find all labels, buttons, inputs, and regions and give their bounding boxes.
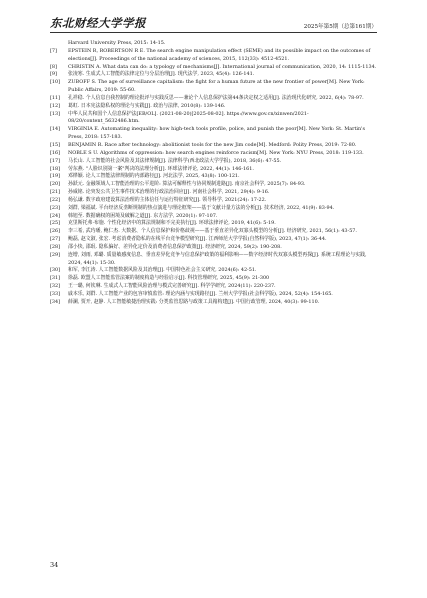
reference-list xyxy=(50,40,377,307)
reference-text: 徐磊. 欧盟人工智能监管法案的制度构造与经验启示[J]. 科技管理研究, 2025, 45(9): 21-300 xyxy=(68,275,270,282)
reference-text: 和军, 李江涛. 人工智能数据风险及其治理[J]. 中国特色社会主义研究, 2024(6): 42-51. xyxy=(68,267,257,274)
reference-number: [18] xyxy=(50,165,61,172)
reference-number: [21] xyxy=(50,189,61,196)
reference-continuation: Harvard University Press, 2015: 14-15. xyxy=(68,40,166,46)
reference-text: 韩旭至. 数据确权的困境及破解之道[J]. 东方法学, 2020(1): 97-107. xyxy=(68,212,218,219)
reference-text: 孙跃元. 金融领域人工智能治理的公平进阶: 算法可解释性与协同规制进路[J]. 南京社会科学, 2025(7): 84-93. xyxy=(68,181,306,188)
reference-text: VIRGINIA E. Automating inequality: how high-tech tools profile, police, and punish the poor[M]. New York: St. Martin's Press, 2018: 157-183. xyxy=(68,126,365,141)
reference-number: [28] xyxy=(50,243,61,250)
reference-number: [19] xyxy=(50,173,61,180)
reference-text: 刘群, 梁福斌. 平台经济反垄断规制的热点演进与理论框架——基于文献计量方法的分析[J]. 技术经济, 2022, 41(9): 83-94. xyxy=(68,204,335,211)
reference-item xyxy=(50,244,377,252)
reference-number: [22] xyxy=(50,196,61,203)
running-header xyxy=(50,14,377,33)
reference-text: 孙威铭. 论突发公共卫生事件技术治理的行政法治回应[J]. 河南社会科学, 2021, 29(4): 9-16. xyxy=(68,189,270,196)
reference-item xyxy=(50,275,377,283)
reference-text: BENJAMIN R. Race after technology: abolitionist tools for the new Jim code[M]. Medford: Polity Press, 2019: 72-80. xyxy=(68,141,357,148)
reference-item xyxy=(50,103,377,111)
reference-text: 中华人民共和国个人信息保护法[EB/OL]. (2021-08-20)[2025-08-02]. https://www.gov.cn/xinwen/2021-08/20/content_5632486.htm. xyxy=(68,110,309,125)
reference-item xyxy=(50,158,377,166)
issue-info: 2025年第5期（总第161期） xyxy=(303,24,377,30)
reference-text: ZUBOFF S. The age of surveillance capitalism: the fight for a human future at the new frontier of power[M]. New York: Public Affairs, 2019: 55-60. xyxy=(68,79,365,94)
reference-number: [32] xyxy=(50,283,61,290)
reference-item xyxy=(50,291,377,299)
reference-number: [7] xyxy=(50,47,57,54)
reference-item xyxy=(50,173,377,181)
reference-text: 邓桦颖. 论人工智能法律规制的内部路径[J]. 河北法学, 2025, 43(8): 100-121. xyxy=(68,173,240,180)
reference-number: [11] xyxy=(50,94,61,101)
reference-number: [27] xyxy=(50,236,61,243)
reference-item xyxy=(50,111,377,127)
reference-item xyxy=(50,299,377,307)
reference-item xyxy=(50,252,377,268)
reference-item xyxy=(50,283,377,291)
reference-text: 鲍磊, 赵文淑, 张宏. 考虑消费者隐私的在线平台竞争模型研究[J]. 江西师范大学学报(自然科学版), 2023, 47(1): 36-44. xyxy=(68,236,327,243)
journal-title: 东北财经大学学报 xyxy=(50,16,146,30)
reference-item xyxy=(50,126,377,142)
reference-text: 邵小快, 邵珉. 隐私偏好、差异化定价及消费者信息保护政策[J]. 经济研究, 2024, 59(2): 190-208. xyxy=(68,243,282,250)
reference-text: 杨弘谦. 数字政府建设算法治理的主体信任与运行特征研究[J]. 领导科学, 2021(24): 17-22. xyxy=(68,196,267,203)
reference-number: [10] xyxy=(50,79,61,86)
reference-number: [17] xyxy=(50,157,61,164)
reference-item xyxy=(50,236,377,244)
reference-number: [34] xyxy=(50,298,61,305)
reference-text: 马长山. 人工智能的社会风险及其法律规制[J]. 法律科学(西北政法大学学报), 2018, 36(6): 47-55. xyxy=(68,157,282,164)
reference-number: [29] xyxy=(50,251,61,258)
reference-item xyxy=(50,181,377,189)
reference-text: 克里斯托弗·布施. 个性化经济中的算法规制和不完美执行[J]. 环球法律评论, 2019, 41(6): 5-19. xyxy=(68,220,276,227)
reference-item xyxy=(50,228,377,236)
reference-number: [33] xyxy=(50,291,61,297)
reference-text: 连增, 刘雨, 邓璐. 质量敏感度信息、垂直差异化竞争与信息保护政策的福利影响——数字经济时代双寡头模型再探[J]. 系统工程理论与实践, 2024, 44(1): 15-30. xyxy=(68,251,367,266)
reference-item xyxy=(50,71,377,79)
page-number: 34 xyxy=(50,561,59,569)
reference-text: 葛虹. 日本宪法隐私权的理论与实践[J]. 政治与法律, 2010(8): 139-146. xyxy=(68,102,226,109)
reference-number: [13] xyxy=(50,110,61,117)
reference-text: NOBLE S U. Algorithms of oppression: how search engines reinforce racism[M]. New York: NYU Press, 2018: 119-133. xyxy=(68,149,364,156)
reference-number: [12] xyxy=(50,102,61,109)
reference-text: CHRISTIN A. What data can do: a typology of mechanisms[J]. International journal of communication, 2020, 14: 1115-1134. xyxy=(68,63,377,70)
reference-text: 王一璐, 何钦琳. 生成式人工智能风险治理与模式完善研究[J]. 科学学研究, 2024(11): 220-237. xyxy=(68,283,276,290)
reference-number: [15] xyxy=(50,141,61,148)
reference-number: [23] xyxy=(50,204,61,211)
reference-text: 孔祥稳. 个人信息自我控制的理论批评与实践反思——兼论个人信息保护法第44条决定权之适用[J]. 法治现代化研究, 2022, 6(4): 78-97. xyxy=(68,94,364,101)
reference-text: 张凌寒. 生成式人工智能的法律定位与分层治理[J]. 现代法学, 2023, 45(4): 126-141. xyxy=(68,71,255,78)
reference-items xyxy=(50,48,377,307)
reference-number: [25] xyxy=(50,220,61,227)
reference-number: [9] xyxy=(50,71,57,78)
reference-number: [16] xyxy=(50,149,61,156)
reference-number: [30] xyxy=(50,267,61,274)
reference-item xyxy=(50,95,377,103)
reference-number: [14] xyxy=(50,126,61,133)
reference-text: 劳东燕. "人脸识别第一案"判决的法理分析[J]. 环球法律评论, 2022, 44(1): 146-161. xyxy=(68,165,254,172)
reference-number: [24] xyxy=(50,212,61,219)
reference-item xyxy=(50,197,377,205)
reference-number: [20] xyxy=(50,181,61,188)
reference-item xyxy=(50,150,377,158)
reference-item xyxy=(50,48,377,64)
reference-number: [26] xyxy=(50,228,61,235)
reference-text: 戚本乐, 刘群. 人工智能产业的包容审慎监管: 理论内涵与实现路径[J]. 兰州大学学报(社会科学版), 2024, 52(4): 154-165. xyxy=(68,291,333,297)
reference-item xyxy=(50,189,377,197)
reference-item xyxy=(50,142,377,150)
reference-text: 薛澜, 贾开, 赵静. 人工智能敏捷治理实践: 分类监管思路与政策工具箱构建[J]. 中国行政管理, 2024, 40(3): 99-110. xyxy=(68,298,320,305)
reference-item xyxy=(50,205,377,213)
reference-number: [31] xyxy=(50,275,61,282)
reference-text: 李三希, 武玙璠, 鲍仁杰. 大数据、个人信息保护和价格歧视——基于垂直差异化双寡头模型的分析[J]. 经济研究, 2021, 56(1): 43-57. xyxy=(68,228,357,235)
reference-text: EPSTEIN R, ROBERTSON R E. The search engine manipulation effect (SEME) and its possible impact on the outcomes of elections[J]. Proceedings of the national academy of sciences, 2015, 112(33): 4512-4521. xyxy=(68,47,371,62)
reference-number: [8] xyxy=(50,63,57,70)
reference-item xyxy=(50,79,377,95)
